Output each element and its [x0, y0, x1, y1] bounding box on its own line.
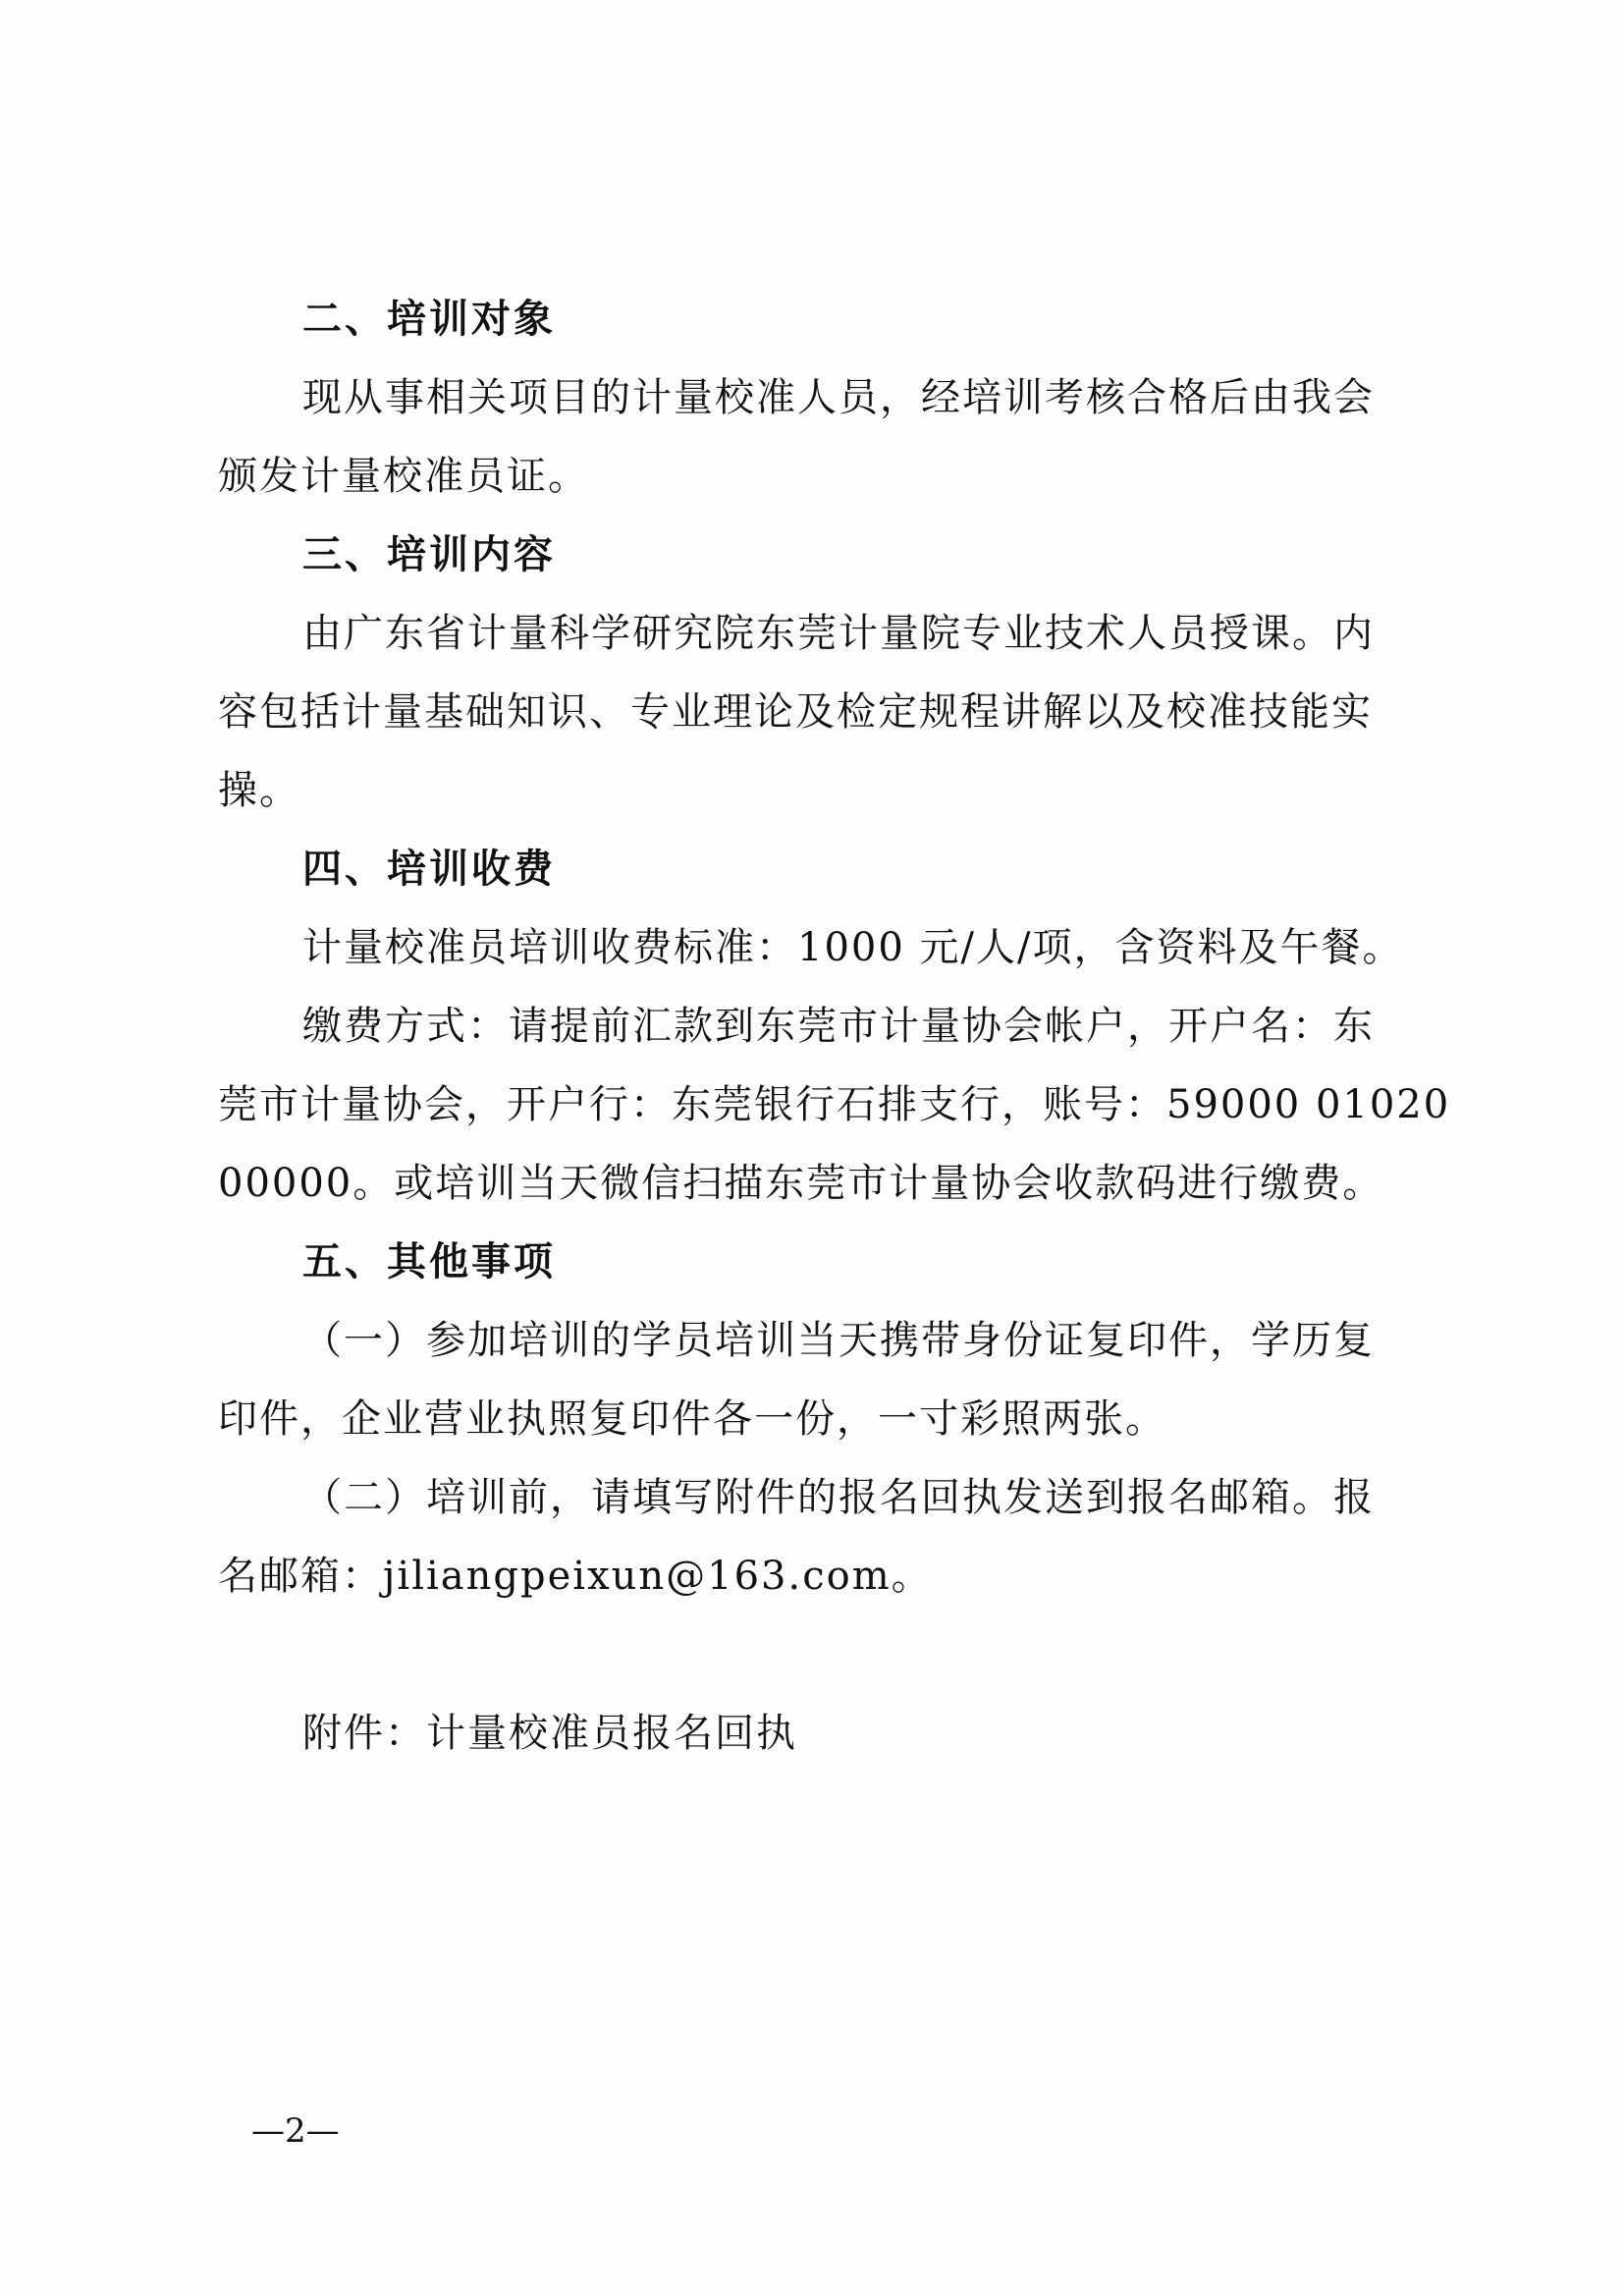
- paragraph-line: 颁发计量校准员证。: [218, 454, 589, 499]
- section-heading-other-matters: 五、其他事项: [302, 1239, 556, 1285]
- paragraph-line: 操。: [218, 768, 300, 813]
- paragraph-line: 00000。或培训当天微信扫描东莞市计量协会收款码进行缴费。: [218, 1161, 1384, 1206]
- paragraph-line: 缴费方式：请提前汇款到东莞市计量协会帐户，开户名：东: [302, 1004, 1375, 1049]
- paragraph-line: 计量校准员培训收费标准：1000 元/人/项，含资料及午餐。: [302, 925, 1404, 970]
- paragraph-line: 容包括计量基础知识、专业理论及检定规程讲解以及校准技能实: [218, 689, 1373, 735]
- paragraph-line: 由广东省计量科学研究院东莞计量院专业技术人员授课。内: [302, 611, 1375, 656]
- attachment-note: 附件：计量校准员报名回执: [302, 1711, 797, 1756]
- paragraph-line: （二）培训前，请填写附件的报名回执发送到报名邮箱。报: [302, 1475, 1375, 1520]
- paragraph-line: 印件，企业营业执照复印件各一份，一寸彩照两张。: [218, 1396, 1166, 1442]
- section-heading-training-content: 三、培训内容: [302, 532, 556, 577]
- paragraph-line: 现从事相关项目的计量校准人员，经培训考核合格后由我会: [302, 375, 1375, 420]
- paragraph-line: 莞市计量协会，开户行：东莞银行石排支行，账号：59000 01020: [218, 1082, 1451, 1127]
- page-number: —2—: [251, 2111, 340, 2151]
- paragraph-line: （一）参加培训的学员培训当天携带身份证复印件，学历复: [302, 1318, 1375, 1363]
- paragraph-line: 名邮箱：jiliangpeixun@163.com。: [218, 1554, 933, 1599]
- section-heading-training-fees: 四、培训收费: [302, 847, 556, 892]
- section-heading-training-targets: 二、培训对象: [302, 297, 556, 342]
